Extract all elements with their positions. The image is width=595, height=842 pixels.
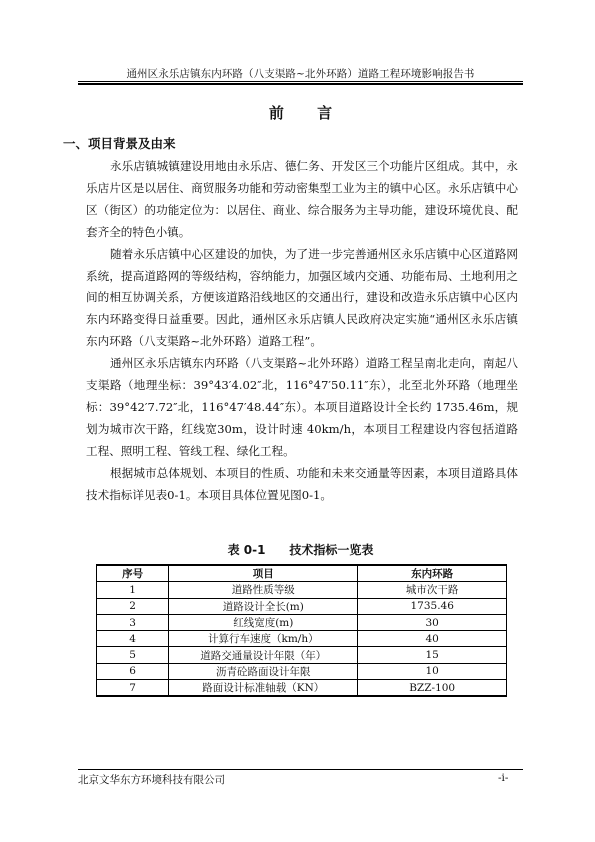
row-index: 2 [97,598,169,614]
table-row [97,598,507,614]
header-rule-thick [78,83,523,85]
table-header-row [97,565,507,582]
row-value: 1735.46 [358,598,507,614]
table-row [97,614,507,630]
table-row [97,680,507,697]
row-index: 6 [97,663,169,679]
paragraph: 随着永乐店镇中心区建设的加快，为了进一步完善通州区永乐店镇中心区道路网系统，提高道路网的等级结构，容纳能力，加强区域内交通、功能布局、土地利用之间的相互协调关系，方便该道路沿线地区的交通出行，建设和改造永乐店镇中心区内东内环路变得日益重要。因此，通州区永乐店镇人民政府决定实施“通州区永乐店镇东内环路（八支渠路~北外环路）道路工程”。 [86,246,518,349]
header-rule [78,81,523,82]
row-item: 道路设计全长(m) [169,598,358,614]
table-row [97,663,507,679]
section-heading: 一、项目背景及由来 [63,136,176,151]
row-index: 4 [97,631,169,647]
page-number: -i- [498,772,509,784]
paragraph: 根据城市总体规划、本项目的性质、功能和未来交通量等因素，本项目道路具体技术指标详见表0-1。本项目具体位置见图0-1。 [86,465,518,502]
column-header-item: 项目 [169,565,358,582]
row-value: 30 [358,614,507,630]
table-row [97,647,507,663]
table-row [97,582,507,598]
row-index: 7 [97,680,169,697]
row-value: BZZ-100 [358,680,507,697]
footer-rule [78,769,523,770]
row-item: 计算行车速度（km/h） [169,631,358,647]
row-value: 15 [358,647,507,663]
row-item: 路面设计标准轴载（KN） [169,680,358,697]
row-item: 道路交通量设计年限（年） [169,647,358,663]
column-header-value: 东内环路 [358,565,507,582]
row-item: 红线宽度(m) [169,614,358,630]
paragraph: 永乐店镇城镇建设用地由永乐店、德仁务、开发区三个功能片区组成。其中，永乐店片区是以居住、商贸服务功能和劳动密集型工业为主的镇中心区。永乐店镇中心区（街区）的功能定位为：以居住、商业、综合服务为主导功能，建设环境优良、配套齐全的特色小镇。 [86,159,518,239]
table-row [97,631,507,647]
page-title: 前 言 [268,104,347,122]
row-item: 道路性质等级 [169,582,358,598]
row-value: 10 [358,663,507,679]
row-value: 40 [358,631,507,647]
paragraph: 通州区永乐店镇东内环路（八支渠路~北外环路）道路工程呈南北走向，南起八支渠路（地理坐标：39°43′4.02″北，116°47′50.11″东），北至北外环路（地理坐标：39°42′7.72″北，116°47′48.44″东）。本项目道路设计全长约 1735.46m，规划为城市次干路，红线宽30m，设计时速 40km/h，本项目工程建设内容包括道路工程、照明工程、管线工程、绿化工程。 [86,356,518,458]
row-index: 3 [97,614,169,630]
row-index: 5 [97,647,169,663]
row-index: 1 [97,582,169,598]
row-value: 城市次干路 [358,582,507,598]
tech-spec-table [96,564,507,697]
column-header-index: 序号 [97,565,169,582]
footer-company: 北京文华东方环境科技有限公司 [78,774,225,786]
running-header: 通州区永乐店镇东内环路（八支渠路~北外环路）道路工程环境影响报告书 [126,68,475,80]
body-text [86,156,518,507]
table-caption: 表 0-1 技术指标一览表 [227,543,374,557]
row-item: 沥青砼路面设计年限 [169,663,358,679]
